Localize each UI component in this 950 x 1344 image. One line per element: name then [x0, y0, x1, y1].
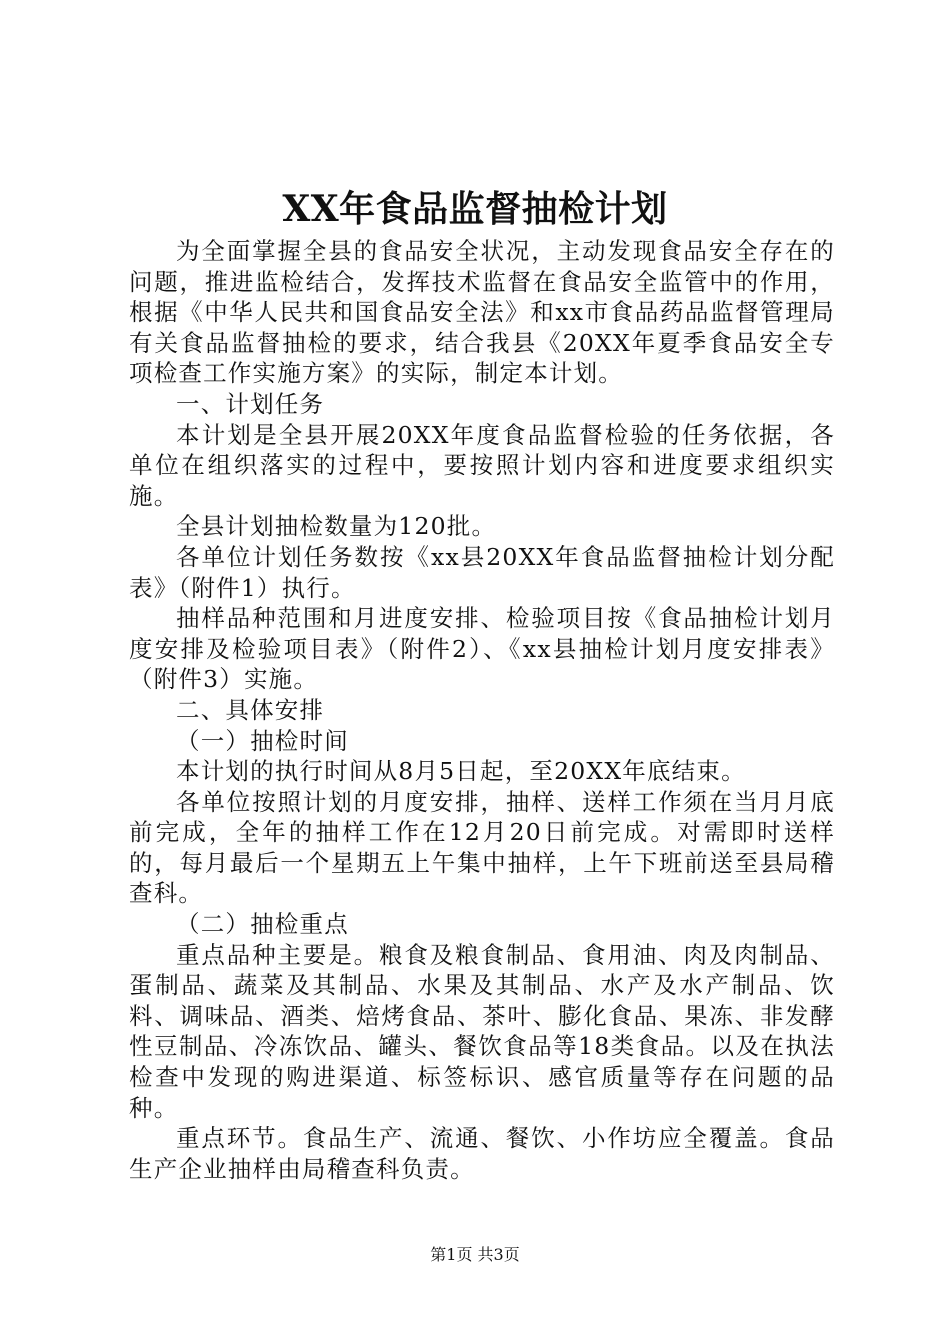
- section-heading-plan-task: 一、计划任务: [176, 389, 325, 418]
- paragraph: 本计划是全县开展20XX年度食品监督检验的任务依据，各单位在组织落实的过程中，要按照计划内容和进度要求组织实施。: [129, 420, 835, 510]
- paragraph: 各单位按照计划的月度安排，抽样、送样工作须在当月月底前完成，全年的抽样工作在12月20日前完成。对需即时送样的，每月最后一个星期五上午集中抽样，上午下班前送至县局稽查科。: [129, 787, 835, 908]
- paragraph: 重点环节。食品生产、流通、餐饮、小作坊应全覆盖。食品生产企业抽样由局稽查科负责。: [129, 1124, 835, 1183]
- paragraph: 全县计划抽检数量为120批。: [176, 512, 497, 541]
- page-footer: 第1页 共3页: [430, 1245, 520, 1264]
- subsection-heading-focus: （二）抽检重点: [176, 910, 349, 939]
- paragraph: 重点品种主要是。粮食及粮食制品、食用油、肉及肉制品、蛋制品、蔬菜及其制品、水果及其制品、水产及水产制品、饮料、调味品、酒类、焙烤食品、茶叶、膨化食品、果冻、非发酵性豆制品、冷冻饮品、罐头、餐饮食品等18类食品。以及在执法检查中发现的购进渠道、标签标识、感官质量等存在问题的品种。: [129, 940, 835, 1122]
- paragraph: 各单位计划任务数按《xx县20XX年食品监督抽检计划分配表》（附件1）执行。: [129, 542, 835, 602]
- paragraph: 抽样品种范围和月进度安排、检验项目按《食品抽检计划月度安排及检验项目表》（附件2）、《xx县抽检计划月度安排表》（附件3）实施。: [129, 604, 835, 694]
- document-title: XX年食品监督抽检计划: [282, 188, 668, 230]
- paragraph-intro: 为全面掌握全县的食品安全状况，主动发现食品安全存在的问题，推进监检结合，发挥技术监督在食品安全监管中的作用，根据《中华人民共和国食品安全法》和xx市食品药品监督管理局有关食品监督抽检的要求，结合我县《20XX年夏季食品安全专项检查工作实施方案》的实际，制定本计划。: [129, 237, 835, 388]
- paragraph: 本计划的执行时间从8月5日起，至20XX年底结束。: [176, 757, 746, 786]
- section-heading-arrangement: 二、具体安排: [176, 695, 325, 724]
- subsection-heading-time: （一）抽检时间: [176, 726, 349, 755]
- document-body: [129, 236, 835, 1184]
